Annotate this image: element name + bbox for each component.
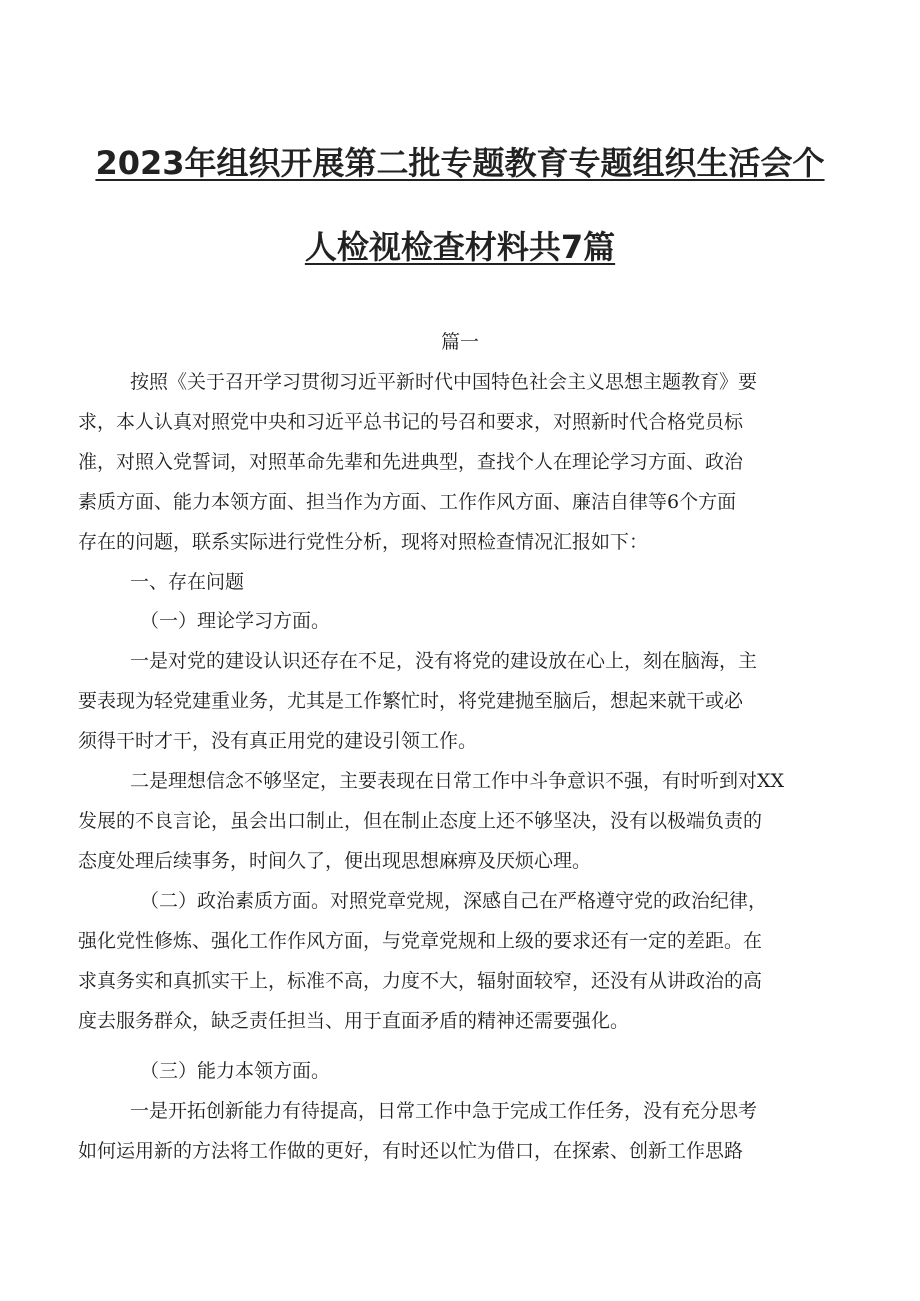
paragraph-line: 度去服务群众，缺乏责任担当、用于直面矛盾的精神还需要强化。 <box>78 1010 630 1032</box>
paragraph-line: 强化党性修炼、强化工作作风方面，与党章党规和上级的要求还有一定的差距。在 <box>78 930 763 952</box>
paragraph-line: 按照《关于召开学习贯彻习近平新时代中国特色社会主义思想主题教育》要 <box>130 371 758 393</box>
paragraph-line: 存在的问题，联系实际进行党性分析，现将对照检查情况汇报如下： <box>78 531 649 553</box>
paragraph-line: 求，本人认真对照党中央和习近平总书记的号召和要求，对照新时代合格党员标 <box>78 411 744 433</box>
document-title-line-2: 人检视检查材料共7篇 <box>304 228 616 266</box>
subsection-heading: （一）理论学习方面。 <box>140 610 331 632</box>
paragraph-line: 发展的不良言论，虽会出口制止，但在制止态度上还不够坚决，没有以极端负责的 <box>78 810 763 832</box>
paragraph-line: 一是对党的建设认识还存在不足，没有将党的建设放在心上，刻在脑海，主 <box>130 650 758 672</box>
section-label: 篇一 <box>440 331 479 353</box>
paragraph-line: 如何运用新的方法将工作做的更好，有时还以忙为借口，在探索、创新工作思路 <box>78 1140 744 1162</box>
paragraph-line: 求真务实和真抓实干上，标准不高，力度不大，辐射面较窄，还没有从讲政治的高 <box>78 970 763 992</box>
paragraph-line: 二是理想信念不够坚定，主要表现在日常工作中斗争意识不强，有时听到对XX <box>130 770 785 792</box>
document-title-line-1: 2023年组织开展第二批专题教育专题组织生活会个 <box>95 144 825 182</box>
paragraph-line: 要表现为轻党建重业务，尤其是工作繁忙时，将党建抛至脑后，想起来就干或必 <box>78 690 744 712</box>
paragraph-line: （二）政治素质方面。对照党章党规，深感自己在严格遵守党的政治纪律， <box>140 890 768 912</box>
section-heading: 一、存在问题 <box>130 571 245 593</box>
paragraph-line: 须得干时才干，没有真正用党的建设引领工作。 <box>78 730 478 752</box>
paragraph-line: 准，对照入党誓词，对照革命先辈和先进典型，查找个人在理论学习方面、政治 <box>78 451 744 473</box>
subsection-heading: （三）能力本领方面。 <box>140 1060 331 1082</box>
paragraph-line: 态度处理后续事务，时间久了，便出现思想麻痹及厌烦心理。 <box>78 850 592 872</box>
paragraph-line: 一是开拓创新能力有待提高，日常工作中急于完成工作任务，没有充分思考 <box>130 1100 758 1122</box>
paragraph-line: 素质方面、能力本领方面、担当作为方面、工作作风方面、廉洁自律等6个方面 <box>78 491 737 513</box>
